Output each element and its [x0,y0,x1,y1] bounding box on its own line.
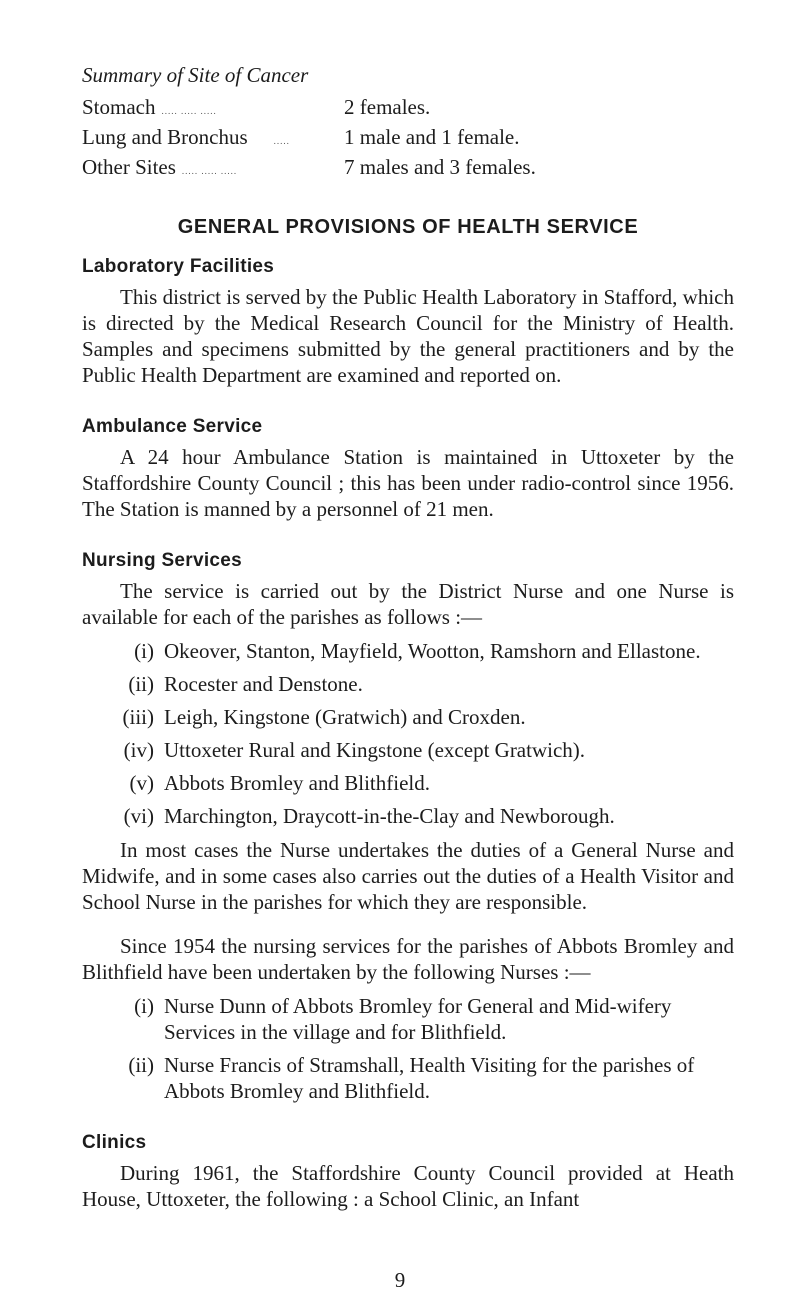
list-item [82,770,734,796]
document-page [82,62,734,1212]
list-number: (i) [134,994,154,1018]
summary-row [82,154,536,184]
ambulance-heading: Ambulance Service [82,416,263,437]
leader-dots: ..... [273,136,290,146]
nursing-section [82,548,734,1104]
list-item [82,803,734,829]
parish-list [82,638,734,829]
list-item [82,638,734,664]
list-text: Uttoxeter Rural and Kingstone (except Gratwich). [164,738,586,762]
summary-table [82,94,536,184]
list-item [82,1052,734,1104]
summary-count: 2 females. [344,95,431,119]
list-text: Marchington, Draycott-in-the-Clay and Newborough. [164,804,615,828]
list-item [82,993,734,1045]
nursing-duties: In most cases the Nurse undertakes the duties of a General Nurse and Midwife, and in some cases also carries out the duties of a Health Visitor and School Nurse in the parishes for which they are responsible. [82,838,734,914]
list-text: Rocester and Denstone. [164,672,363,696]
list-item [82,737,734,763]
summary-site: Lung and Bronchus [82,125,248,149]
clinics-section [82,1130,734,1212]
list-text: Okeover, Stanton, Mayfield, Wootton, Ramshorn and Ellastone. [164,639,701,663]
list-item [82,704,734,730]
list-text: Nurse Francis of Stramshall, Health Visiting for the parishes of Abbots Bromley and Blithfield. [164,1053,695,1103]
list-number: (ii) [128,1053,154,1077]
list-number: (iv) [123,738,154,762]
nursing-since-1954: Since 1954 the nursing services for the parishes of Abbots Bromley and Blithfield have been undertaken by the following Nurses :— [82,934,734,984]
ambulance-section [82,414,734,522]
summary-heading: Summary of Site of Cancer [82,63,309,87]
summary-count: 1 male and 1 female. [344,125,520,149]
leader-dots: ..... ..... ..... [161,106,217,116]
laboratory-heading: Laboratory Facilities [82,256,275,277]
list-number: (iii) [122,705,154,729]
summary-site: Stomach [82,95,156,119]
ambulance-text: A 24 hour Ambulance Station is maintained in Uttoxeter by the Staffordshire County Council ; this has been under radio-control since 1956. The Station is manned by a personnel of 21 men. [82,445,734,521]
clinics-text: During 1961, the Staffordshire County Council provided at Heath House, Uttoxeter, the following : a School Clinic, an Infant [82,1161,734,1211]
summary-row [82,94,536,124]
list-number: (i) [134,639,154,663]
list-text: Leigh, Kingstone (Gratwich) and Croxden. [164,705,526,729]
list-number: (v) [129,771,154,795]
nurses-list [82,993,734,1104]
clinics-heading: Clinics [82,1132,147,1153]
nursing-intro: The service is carried out by the District Nurse and one Nurse is available for each of the parishes as follows :— [82,579,734,629]
laboratory-text: This district is served by the Public Health Laboratory in Stafford, which is directed by the Medical Research Council for the Ministry of Health. Samples and specimens submitted by the general practitioners and by the Public Health Department are examined and reported on. [82,285,734,387]
list-text: Nurse Dunn of Abbots Bromley for General and Mid-wifery Services in the village and for Blithfield. [164,994,672,1044]
leader-dots: ..... ..... ..... [181,166,238,176]
list-number: (vi) [123,804,154,828]
list-text: Abbots Bromley and Blithfield. [164,771,430,795]
summary-row [82,124,536,154]
page-number: 9 [394,1268,406,1292]
summary-count: 7 males and 3 females. [344,155,536,179]
list-item [82,671,734,697]
summary-site: Other Sites [82,155,176,179]
laboratory-section [82,254,734,388]
nursing-heading: Nursing Services [82,550,243,571]
list-number: (ii) [128,672,154,696]
general-provisions-title: GENERAL PROVISIONS OF HEALTH SERVICE [177,216,639,238]
